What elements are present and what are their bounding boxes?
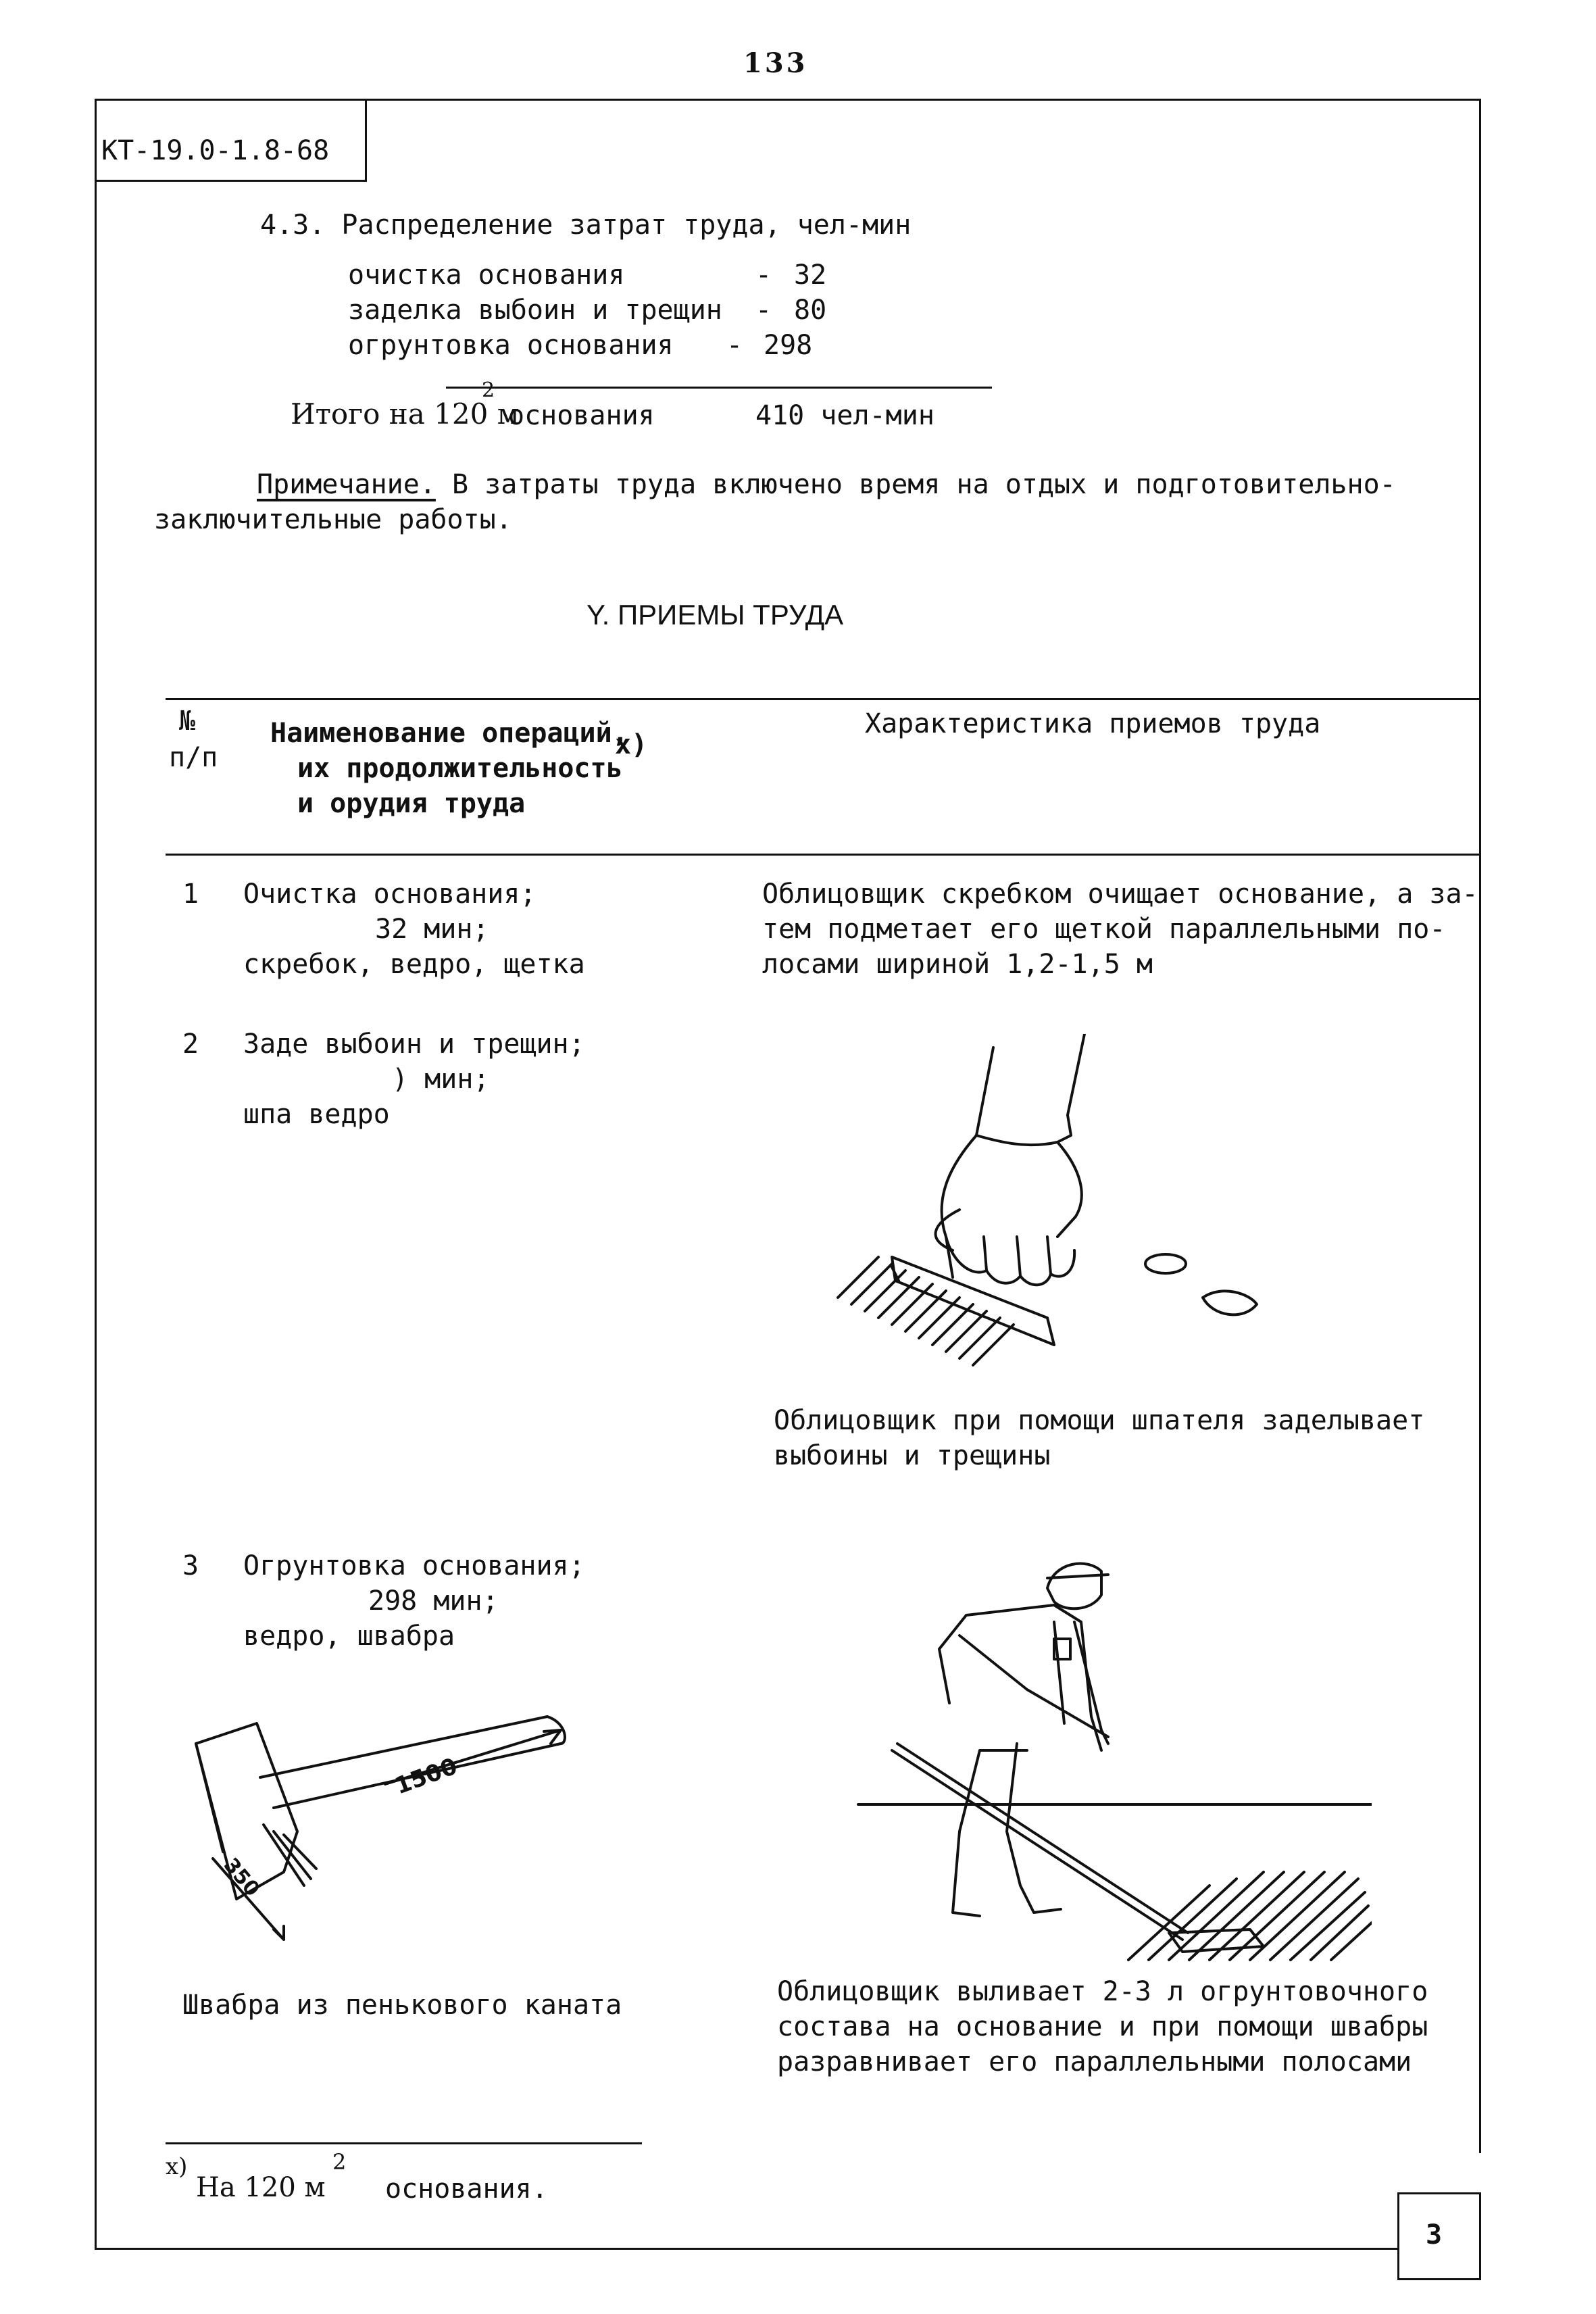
col-desc-header: Характеристика приемов труда xyxy=(865,708,1321,739)
worker-legs xyxy=(953,1744,1061,1916)
row-description: лосами шириной 1,2-1,5 м xyxy=(762,949,1153,980)
col-op-header: и орудия труда xyxy=(297,788,526,819)
table-top-rule xyxy=(166,698,1480,700)
worker-head xyxy=(1047,1564,1108,1609)
total-rule xyxy=(446,387,992,389)
row-description: тем подметает его щеткой параллельными по- xyxy=(762,914,1446,945)
labor-row-dash: - xyxy=(755,295,772,326)
total-suffix: основания xyxy=(508,400,655,431)
labor-row-dash: - xyxy=(726,330,743,361)
row-number: 3 xyxy=(182,1550,199,1581)
col-op-header: их продолжительность xyxy=(297,753,623,784)
labor-row-name: очистка основания xyxy=(348,260,625,291)
sheet-number: 3 xyxy=(1426,2219,1443,2250)
col-num-header: № xyxy=(179,706,196,737)
row-op-duration: 32 мин; xyxy=(375,914,489,945)
row-caption: Облицовщик выливает 2-3 л огрунтовочного xyxy=(777,1976,1428,2007)
row-caption: выбоины и трещины xyxy=(774,1440,1051,1471)
labor-row-value: 80 xyxy=(794,295,827,326)
labor-row-dash: - xyxy=(755,260,772,291)
worker-body xyxy=(939,1605,1101,1750)
mortar-blob xyxy=(1203,1291,1257,1314)
row-caption: Облицовщик при помощи шпателя заделывает xyxy=(774,1405,1425,1436)
note-text-1: В затраты труда включено время на отдых и подготовительно- xyxy=(435,469,1396,500)
mop-tool-illustration xyxy=(182,1696,615,1980)
footnote-sup: 2 xyxy=(332,2149,347,2175)
doc-code: КТ-19.0-1.8-68 xyxy=(101,135,330,166)
footnote-rule xyxy=(166,2142,642,2144)
footnote-text: На 120 м xyxy=(196,2172,326,2203)
dimension-label-1500: 1500 xyxy=(391,1752,462,1800)
hand-spatula-illustration xyxy=(824,1034,1297,1399)
frame-left xyxy=(95,100,97,2249)
dimension-label-350: 350 xyxy=(218,1853,264,1902)
row-op-tools: шпа ведро xyxy=(243,1099,390,1130)
note-line-1 xyxy=(257,466,1396,503)
labor-row-name: заделка выбоин и трещин xyxy=(348,295,722,326)
total-value: 410 чел-мин xyxy=(755,400,934,431)
section-43-title: 4.3. Распределение затрат труда, чел-мин xyxy=(260,210,912,241)
row-op-name: Заде выбоин и трещин; xyxy=(243,1029,585,1060)
footnote-mark: x) xyxy=(166,2153,188,2180)
mop-head-edge xyxy=(196,1744,223,1852)
tool-caption: Швабра из пенькового каната xyxy=(182,1990,622,2021)
row-op-name: Очистка основания; xyxy=(243,879,537,910)
labor-row-name: огрунтовка основания xyxy=(348,330,674,361)
worker-arms xyxy=(959,1622,1108,1744)
table-header-rule xyxy=(166,854,1480,856)
row-op-duration: 298 мин; xyxy=(368,1585,499,1617)
row-number: 2 xyxy=(182,1029,199,1060)
col-op-header-sup: x) xyxy=(615,729,648,760)
row-op-tools: скребок, ведро, щетка xyxy=(243,949,585,980)
hand-fingers xyxy=(936,1210,1075,1285)
labor-row-value: 32 xyxy=(794,260,827,291)
col-op-header: Наименование операций, xyxy=(270,718,628,749)
page-number: 133 xyxy=(743,47,808,79)
mortar-blob xyxy=(1145,1254,1186,1273)
footnote-suffix: основания. xyxy=(385,2173,548,2205)
total-sup: 2 xyxy=(482,378,495,402)
row-number: 1 xyxy=(182,879,199,910)
col-num-header: п/п xyxy=(169,742,218,773)
row-description: Облицовщик скребком очищает основание, а за- xyxy=(762,879,1478,910)
note-line-2: заключительные работы. xyxy=(154,504,512,535)
row-op-duration: ) мин; xyxy=(392,1064,490,1095)
total-label: Итого на 120 м xyxy=(291,397,520,430)
mop-handle xyxy=(892,1744,1188,1940)
frame-right xyxy=(1479,99,1481,2153)
row-caption: разравнивает его параллельными полосами xyxy=(777,2046,1412,2077)
hand-sleeve xyxy=(976,1034,1084,1142)
frame-bottom xyxy=(95,2248,1399,2250)
note-label: Примечание. xyxy=(257,469,436,500)
section-5-title: Y. ПРИЕМЫ ТРУДА xyxy=(587,599,844,631)
hand-outline xyxy=(942,1135,1082,1277)
row-op-name: Огрунтовка основания; xyxy=(243,1550,585,1581)
row-caption: состава на основание и при помощи швабры xyxy=(777,2011,1428,2042)
labor-row-value: 298 xyxy=(764,330,813,361)
row-op-tools: ведро, швабра xyxy=(243,1621,455,1652)
worker-mop-illustration xyxy=(831,1548,1372,1967)
